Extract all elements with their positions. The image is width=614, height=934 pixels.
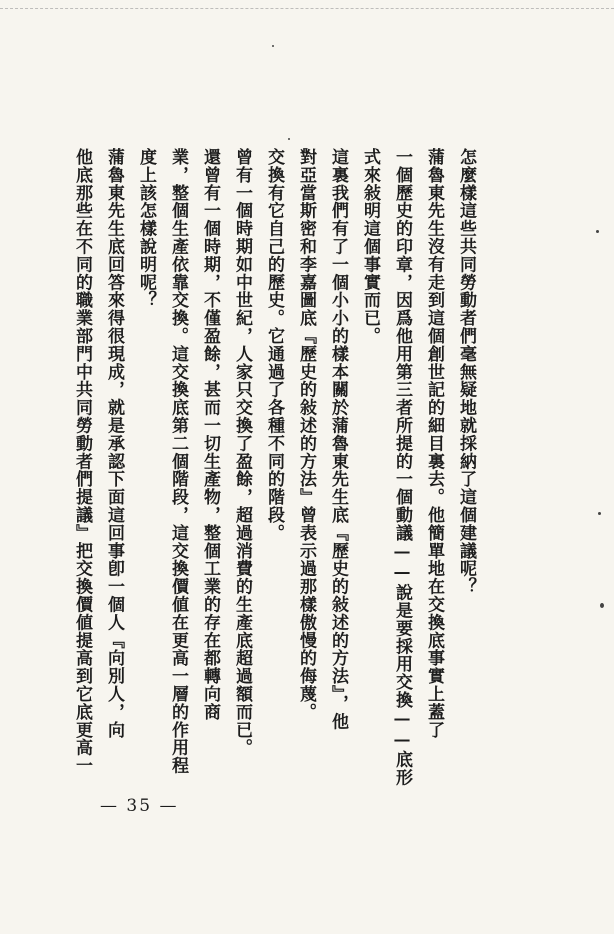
text-column-3: 一個歷史的印章，因爲他用第三者所提的一個動議——說是要採用交換——底形 xyxy=(392,148,412,787)
text-column-4: 式來敍明這個事實而已。 xyxy=(360,148,380,345)
text-column-1: 怎麼樣這些共同勞動者們毫無疑地就採納了這個建議呢？ xyxy=(456,148,476,596)
text-column-12: 蒲魯東先生底回答來得很現成，就是承認下面這回事卽一個人『向別人，向 xyxy=(104,148,124,739)
text-column-8: 曾有一個時期如中世紀，人家只交換了盈餘，超過消費的生產底超過額而已。 xyxy=(232,148,252,757)
text-column-11: 度上該怎樣說明呢？ xyxy=(136,148,156,310)
text-column-9: 還曾有一個時期，不僅盈餘，甚而一切生產物，整個工業的存在都轉向商 xyxy=(200,148,220,721)
text-column-5: 這裏我們有了一個小小的樣本關於蒲魯東先生底『歷史的敍述的方法』，他 xyxy=(328,148,348,731)
scan-speck xyxy=(272,45,274,47)
scan-speck xyxy=(600,603,604,608)
text-column-13: 他底那些在不同的職業部門中共同勞動者們提議』把交換價値提高到它底更高一 xyxy=(72,148,92,775)
top-edge-artifact xyxy=(0,0,614,9)
scan-speck xyxy=(598,512,601,515)
scan-speck xyxy=(596,230,599,233)
scan-speck xyxy=(288,138,290,140)
text-column-6: 對亞當斯密和李嘉圖底『歷史的敍述的方法』曾表示過那樣傲慢的侮蔑。 xyxy=(296,148,316,721)
text-column-10: 業，整個生產依靠交換。這交換底第二個階段，這交換價値在更高一層的作用程 xyxy=(168,148,188,775)
page-number: — 35 — xyxy=(100,796,179,816)
text-column-2: 蒲魯東先生沒有走到這個創世記的細目裏去。他簡單地在交換底事實上蓋了 xyxy=(424,148,444,739)
text-column-7: 交換有它自己的歷史。它通過了各種不同的階段。 xyxy=(264,148,284,542)
